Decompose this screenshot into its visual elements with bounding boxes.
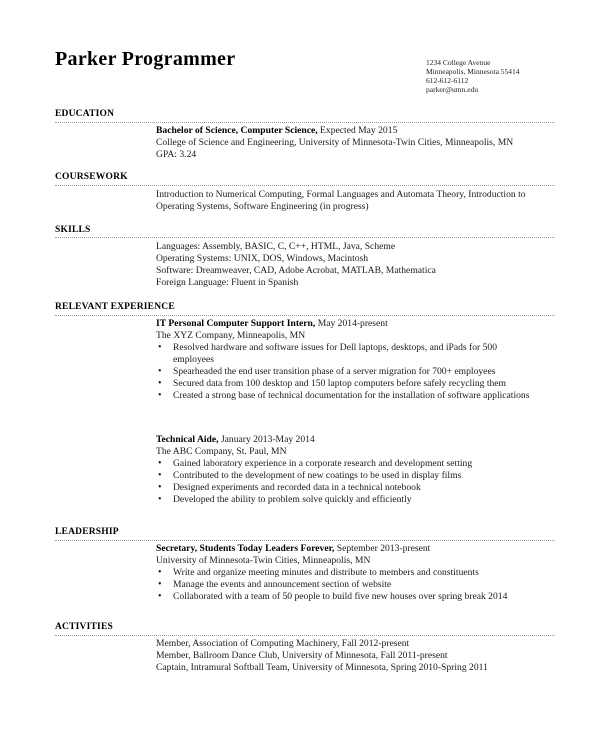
skills-os: Operating Systems: UNIX, DOS, Windows, Macintosh: [156, 253, 369, 264]
job-2-title-line: [156, 434, 556, 446]
activities-title: ACTIVITIES: [55, 622, 113, 632]
leadership-dates: September 2013-present: [334, 543, 431, 554]
coursework-title: COURSEWORK: [55, 172, 128, 182]
list-item: • Designed experiments and recorded data in a technical notebook: [156, 482, 556, 494]
contact-block: [426, 58, 520, 94]
education-content: [156, 125, 556, 161]
leadership-heading: [55, 527, 555, 537]
leadership-org: University of Minnesota-Twin Cities, Minneapolis, MN: [156, 555, 371, 566]
degree: Bachelor of Science, Computer Science,: [156, 125, 318, 136]
job-1-bullets: [156, 342, 556, 402]
skills-software: Software: Dreamweaver, CAD, Adobe Acrobat, MATLAB, Mathematica: [156, 265, 436, 276]
expected-date: Expected May 2015: [317, 125, 398, 136]
skills-content: [156, 241, 556, 289]
skills-languages: Languages: Assembly, BASIC, C, C++, HTML, Java, Scheme: [156, 241, 396, 252]
email-address: parker@umn.edu: [426, 85, 479, 94]
list-item: • Write and organize meeting minutes and distribute to members and constituents: [156, 567, 556, 579]
coursework-text: Introduction to Numerical Computing, Formal Languages and Automata Theory, Introduction to Operating Systems, Software Engineering (in progress): [156, 189, 526, 212]
education-heading: [55, 109, 555, 119]
job-1-title-line: [156, 318, 556, 330]
leadership-divider: [55, 540, 555, 541]
address-line-1: 1234 College Avenue: [426, 58, 491, 67]
job-1-dates: May 2014-present: [315, 318, 388, 329]
skills-divider: [55, 237, 555, 238]
activities-content: [156, 638, 556, 674]
skills-foreign-language: Foreign Language: Fluent in Spanish: [156, 277, 299, 288]
list-item: Member, Association of Computing Machinery, Fall 2012-present: [156, 638, 410, 649]
list-item: • Secured data from 100 desktop and 150 laptop computers before safely recycling them: [156, 378, 556, 390]
list-item: • Contributed to the development of new coatings to be used in display films: [156, 470, 556, 482]
list-item: • Collaborated with a team of 50 people to build five new houses over spring break 2014: [156, 591, 556, 603]
applicant-name: Parker Programmer: [55, 48, 236, 70]
job-2-company: The ABC Company, St. Paul, MN: [156, 446, 287, 457]
list-item: • Created a strong base of technical documentation for the installation of software applications: [156, 390, 538, 402]
skills-heading: [55, 225, 555, 235]
job-1-role: IT Personal Computer Support Intern,: [156, 318, 316, 329]
activities-divider: [55, 635, 555, 636]
list-item: Captain, Intramural Softball Team, University of Minnesota, Spring 2010-Spring 2011: [156, 662, 488, 673]
degree-line: [156, 125, 556, 137]
phone-number: 612-612-6112: [426, 76, 469, 85]
address-line-2: Minneapolis, Minnesota 55414: [426, 67, 520, 76]
job-1: [156, 318, 556, 402]
job-2-bullets: [156, 458, 556, 506]
leadership-content: [156, 543, 556, 603]
list-item: • Manage the events and announcement section of website: [156, 579, 556, 591]
education-title: EDUCATION: [55, 109, 115, 119]
list-item: • Developed the ability to problem solve quickly and efficiently: [156, 494, 556, 506]
leadership-role: Secretary, Students Today Leaders Forever,: [156, 543, 335, 554]
gpa: GPA: 3.24: [156, 149, 197, 160]
list-item: Member, Ballroom Dance Club, University of Minnesota, Fall 2011-present: [156, 650, 448, 661]
job-2: [156, 434, 556, 506]
skills-title: SKILLS: [55, 225, 91, 235]
school: College of Science and Engineering, University of Minnesota-Twin Cities, Minneapolis, MN: [156, 137, 514, 148]
experience-divider: [55, 315, 555, 316]
list-item: • Resolved hardware and software issues for Dell laptops, desktops, and iPads for 500 employees: [156, 342, 523, 366]
education-divider: [55, 122, 555, 123]
experience-heading: [55, 302, 555, 312]
coursework-heading: [55, 172, 555, 182]
list-item: • Gained laboratory experience in a corporate research and development setting: [156, 458, 556, 470]
job-2-dates: January 2013-May 2014: [218, 434, 315, 445]
list-item: • Spearheaded the end user transition phase of a server migration for 700+ employees: [156, 366, 556, 378]
job-2-role: Technical Aide,: [156, 434, 219, 445]
leadership-title-line: [156, 543, 556, 555]
coursework-divider: [55, 185, 555, 186]
leadership-title: LEADERSHIP: [55, 527, 119, 537]
experience-title: RELEVANT EXPERIENCE: [55, 302, 175, 312]
job-1-company: The XYZ Company, Minneapolis, MN: [156, 330, 306, 341]
leadership-bullets: [156, 567, 556, 603]
activities-heading: [55, 622, 555, 632]
